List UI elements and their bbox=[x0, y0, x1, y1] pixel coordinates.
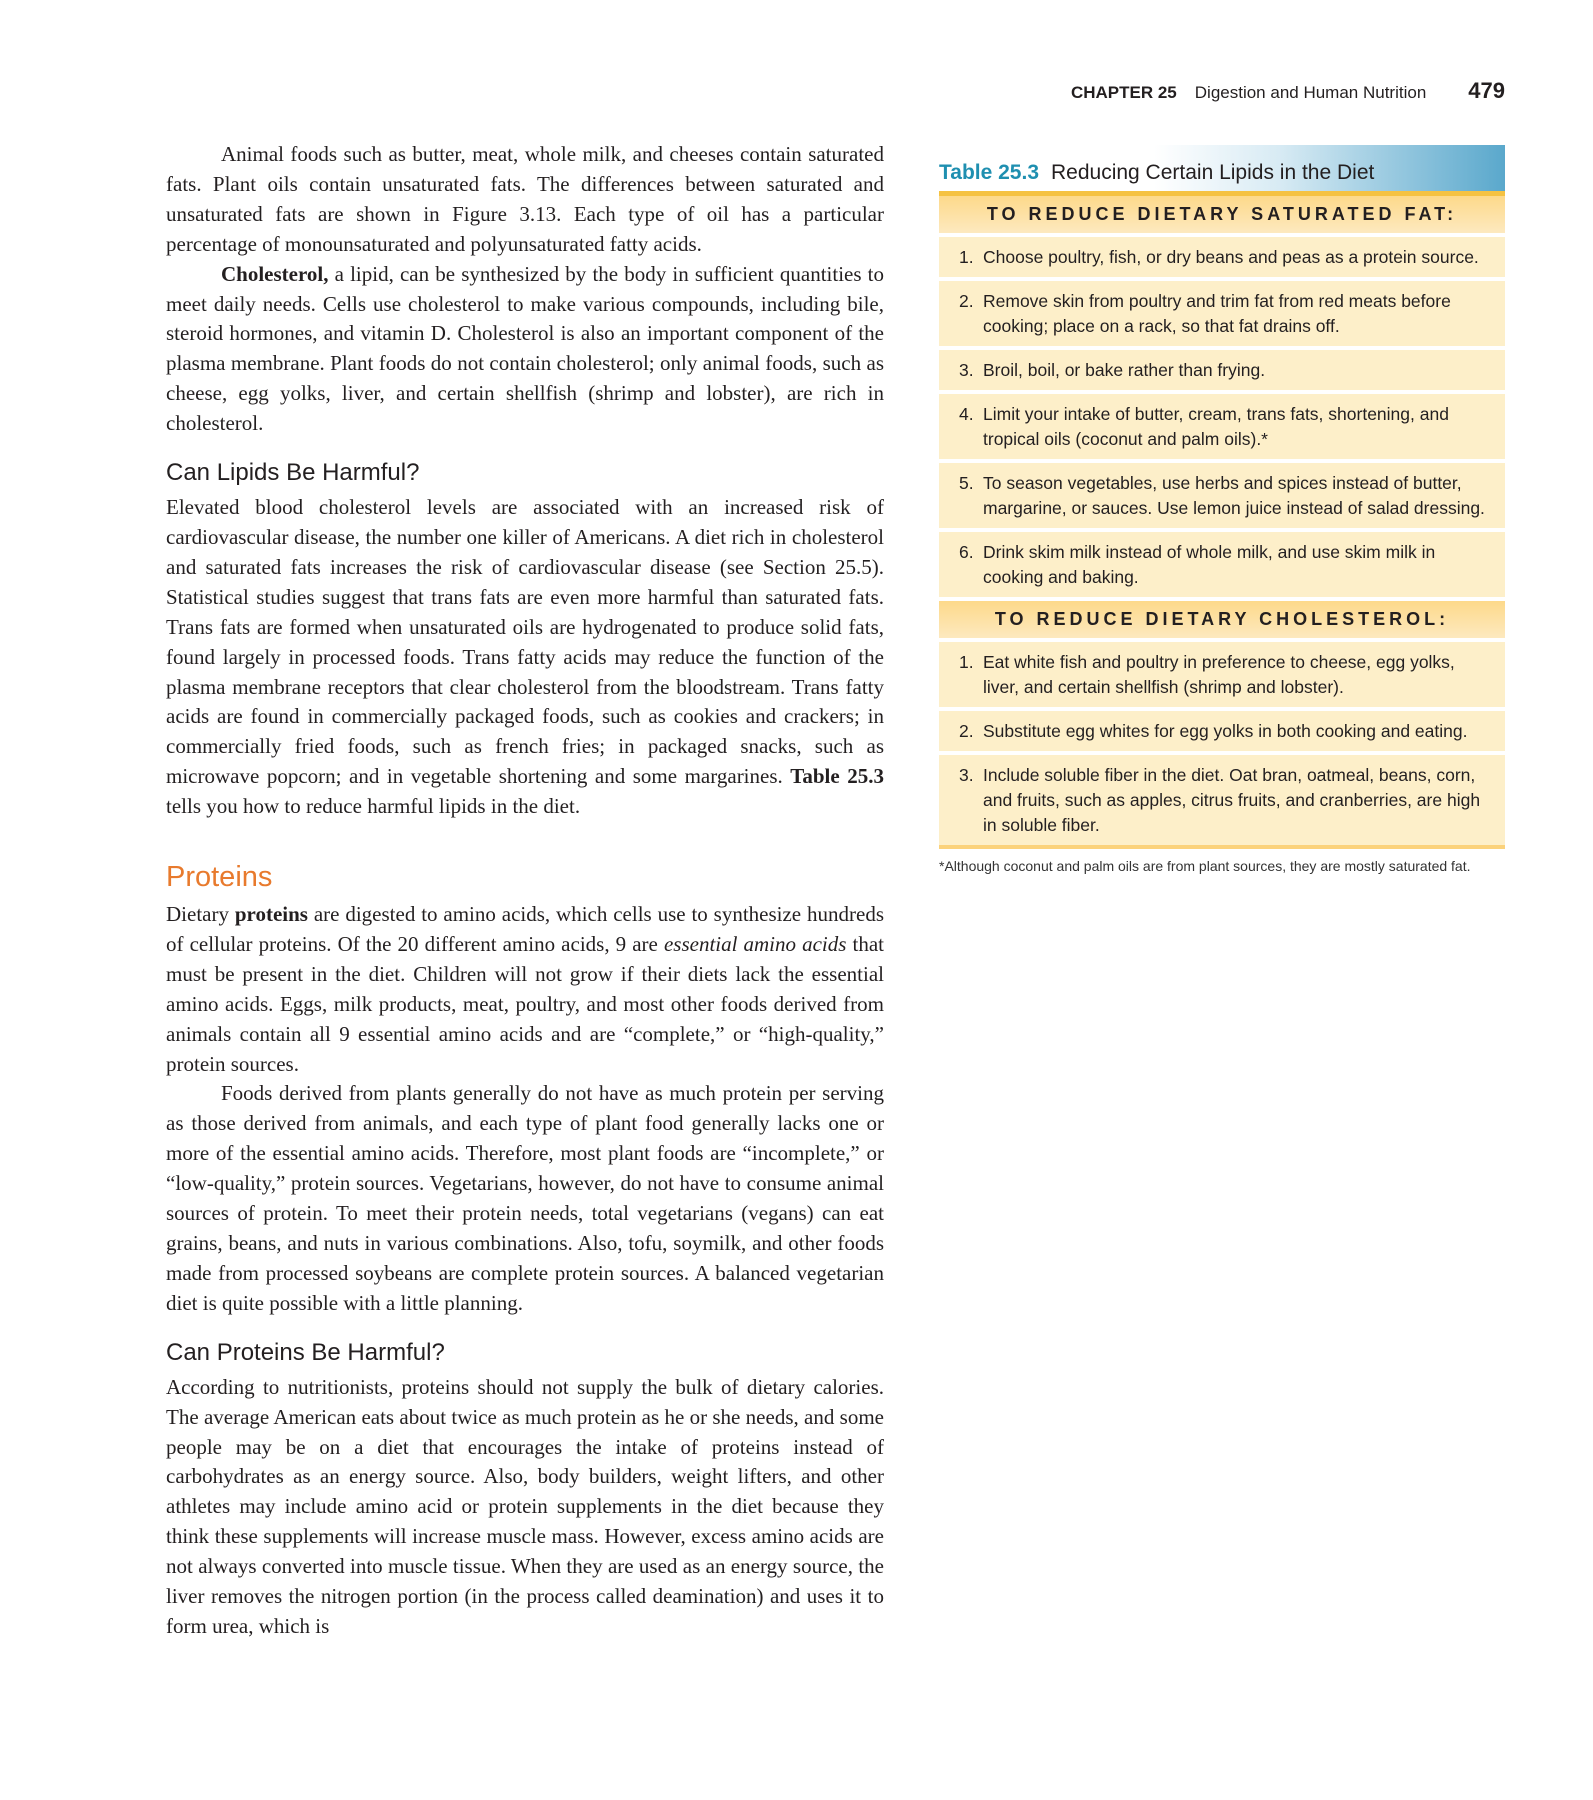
item-number: 5. bbox=[959, 473, 974, 493]
table-row bbox=[939, 394, 1505, 459]
text-run: a lipid, can be synthesized by the body in sufficient quantities to meet daily needs. Cells use cholesterol to make various compounds, including bile, steroid hormones, and vitamin D. Cholesterol is also an important component of the plasma membrane. Plant foods do not contain cholesterol; only animal foods, such as cheese, egg yolks, liver, and certain shellfish (shrimp and lobster), are rich in cholesterol. bbox=[166, 261, 884, 436]
item-number: 4. bbox=[959, 404, 974, 424]
item-number: 2. bbox=[959, 721, 974, 741]
paragraph bbox=[166, 1079, 884, 1318]
item-number: 1. bbox=[959, 247, 974, 267]
table-row bbox=[939, 711, 1505, 751]
text-run: are digested to amino acids, which cells use to synthesize hundreds of cellular proteins. Of the 20 different amino acids, 9 are bbox=[166, 902, 884, 956]
item-number: 2. bbox=[959, 291, 974, 311]
text-run: Dietary bbox=[166, 902, 235, 927]
item-number: 6. bbox=[959, 542, 974, 562]
item-text: Eat white fish and poultry in preference to cheese, egg yolks, liver, and certain shellfish (shrimp and lobster). bbox=[983, 652, 1455, 697]
item-text: Include soluble fiber in the diet. Oat bran, oatmeal, beans, corn, and fruits, such as apples, citrus fruits, and cranberries, are high in soluble fiber. bbox=[983, 765, 1481, 835]
italic-term: essential amino acids bbox=[663, 931, 847, 956]
chapter-title: Digestion and Human Nutrition bbox=[1194, 83, 1427, 102]
table-row bbox=[939, 350, 1505, 390]
chapter-label: CHAPTER 25 bbox=[1070, 83, 1177, 102]
bold-term: Table 25.3 bbox=[790, 764, 884, 789]
item-text: Choose poultry, fish, or dry beans and peas as a protein source. bbox=[983, 247, 1479, 267]
table-row bbox=[939, 532, 1505, 597]
text-run: Proteins bbox=[166, 861, 273, 894]
table-title-bar bbox=[939, 145, 1505, 191]
item-text: Remove skin from poultry and trim fat from red meats before cooking; place on a rack, so that fat drains off. bbox=[983, 291, 1451, 336]
paragraph bbox=[166, 900, 884, 1079]
paragraph bbox=[166, 140, 884, 260]
table-section-heading: TO REDUCE DIETARY CHOLESTEROL: bbox=[939, 601, 1505, 638]
table-section-heading: TO REDUCE DIETARY SATURATED FAT: bbox=[939, 196, 1505, 233]
running-header bbox=[1071, 78, 1505, 104]
item-number: 1. bbox=[959, 652, 974, 672]
table-footnote: *Although coconut and palm oils are from plant sources, they are mostly saturated fat. bbox=[939, 858, 1471, 874]
text-run: Animal foods such as butter, meat, whole milk, and cheeses contain saturated fats. Plant oils contain unsaturated fats. The differences between saturated and unsaturated fats are shown in Figure 3.13. Each type of oil has a particular percentage of monounsaturated and polyunsaturated fatty acids. bbox=[166, 142, 884, 256]
item-text: Substitute egg whites for egg yolks in both cooking and eating. bbox=[983, 721, 1468, 741]
table-row bbox=[939, 281, 1505, 346]
table-25-3 bbox=[939, 145, 1505, 875]
paragraph bbox=[166, 260, 884, 439]
table-row bbox=[939, 642, 1505, 707]
subsection-heading bbox=[166, 457, 884, 489]
table-row bbox=[939, 755, 1505, 845]
section-heading bbox=[166, 858, 884, 896]
item-text: Limit your intake of butter, cream, trans fats, shortening, and tropical oils (coconut and palm oils).* bbox=[983, 404, 1449, 449]
table-number: Table 25.3 bbox=[939, 161, 1039, 184]
page-number: 479 bbox=[1468, 78, 1505, 103]
text-run: Foods derived from plants generally do not have as much protein per serving as those derived from animals, and each type of plant food generally lacks one or more of the essential amino acids. Therefore, most plant foods are “incomplete,” or “low-quality,” protein sources. Vegetarians, however, do not have to consume animal sources of protein. To meet their protein needs, total vegetarians (vegans) can eat grains, beans, and nuts in various combinations. Also, tofu, soymilk, and other foods made from processed soybeans are complete protein sources. A balanced vegetarian diet is quite possible with a little planning. bbox=[166, 1081, 884, 1315]
item-number: 3. bbox=[959, 765, 974, 785]
text-run: Can Lipids Be Harmful? bbox=[166, 459, 420, 487]
main-text-column bbox=[166, 140, 884, 1642]
subsection-heading bbox=[166, 1337, 884, 1369]
text-run: Can Proteins Be Harmful? bbox=[166, 1338, 445, 1366]
paragraph bbox=[166, 1373, 884, 1642]
table-row bbox=[939, 463, 1505, 528]
text-run: that must be present in the diet. Children will not grow if their diets lack the essential amino acids. Eggs, milk products, meat, poultry, and most other foods derived from animals contain all 9 essential amino acids and are “complete,” or “high-quality,” protein sources. bbox=[166, 931, 885, 1076]
item-text: Broil, boil, or bake rather than frying. bbox=[983, 360, 1266, 380]
item-text: To season vegetables, use herbs and spices instead of butter, margarine, or sauces. Use lemon juice instead of salad dressing. bbox=[983, 473, 1485, 518]
bold-term: Cholesterol, bbox=[221, 261, 329, 286]
table-title: Reducing Certain Lipids in the Diet bbox=[1051, 161, 1375, 184]
item-number: 3. bbox=[959, 360, 974, 380]
bold-term: proteins bbox=[234, 902, 308, 927]
text-run: tells you how to reduce harmful lipids in the diet. bbox=[166, 794, 581, 819]
table-row bbox=[939, 237, 1505, 277]
text-run: According to nutritionists, proteins should not supply the bulk of dietary calories. The average American eats about twice as much protein as he or she needs, and some people may be on a diet that encourages the intake of proteins instead of carbohydrates as an energy source. Also, body builders, weight lifters, and other athletes may include amino acid or protein supplements in the diet because they think these supplements will increase muscle mass. However, excess amino acids are not always converted into muscle tissue. When they are used as an energy source, the liver removes the nitrogen portion (in the process called deamination) and uses it to form urea, which is bbox=[166, 1374, 884, 1638]
text-run: Elevated blood cholesterol levels are associated with an increased risk of cardiovascular disease, the number one killer of Americans. A diet rich in cholesterol and saturated fats increases the risk of cardiovascular disease (see Section 25.5). Statistical studies suggest that trans fats are even more harmful than saturated fats. Trans fats are formed when unsaturated oils are hydrogenated to produce solid fats, found largely in processed foods. Trans fatty acids may reduce the function of the plasma membrane receptors that clear cholesterol from the bloodstream. Trans fatty acids are found in commercially packaged foods, such as cookies and crackers; in commercially fried foods, such as french fries; in packaged snacks, such as microwave popcorn; and in vegetable shortening and some margarines. bbox=[166, 495, 884, 789]
item-text: Drink skim milk instead of whole milk, and use skim milk in cooking and baking. bbox=[983, 542, 1436, 587]
paragraph bbox=[166, 493, 884, 822]
divider bbox=[939, 845, 1505, 849]
